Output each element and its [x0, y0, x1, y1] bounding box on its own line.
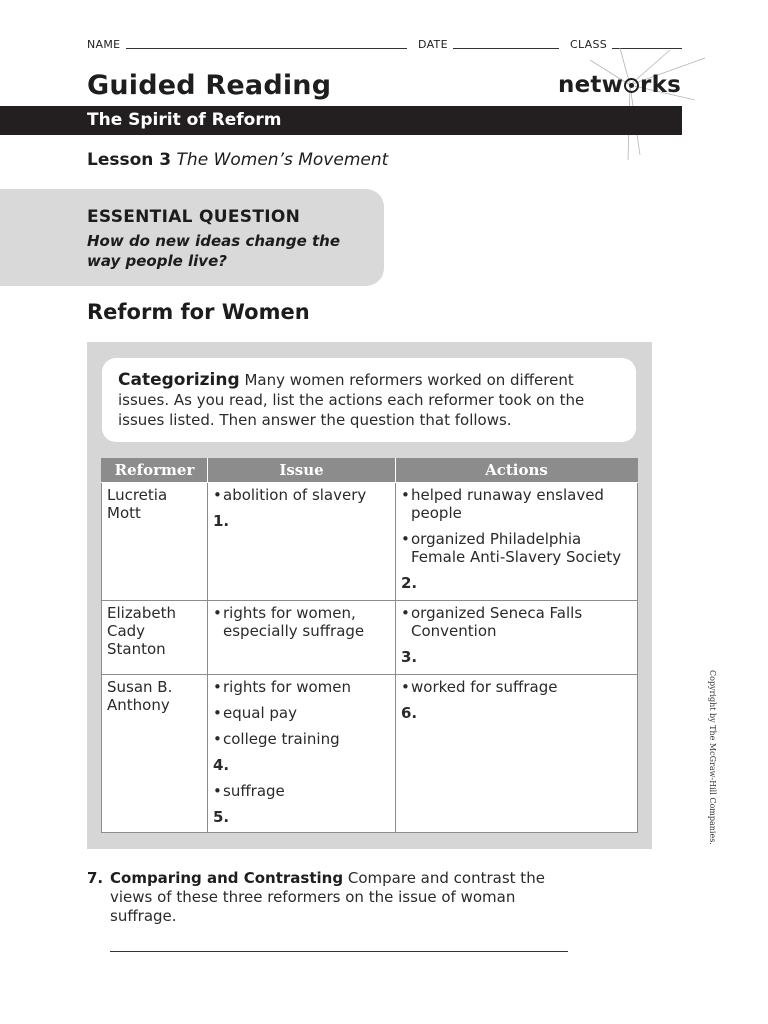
question-7 [87, 869, 557, 926]
answer-blank-3[interactable]: 3. [401, 648, 418, 666]
networks-logo: netw rks [558, 72, 681, 98]
actions-cell [396, 601, 638, 675]
issue-cell [208, 483, 396, 601]
section-heading: Reform for Women [87, 300, 310, 324]
actions-cell [396, 675, 638, 833]
table-header-row [102, 458, 638, 483]
chapter-title: The Spirit of Reform [87, 110, 282, 130]
answer-blank-2[interactable]: 2. [401, 574, 418, 592]
issue-item: • abolition of slavery [213, 486, 390, 504]
issue-item: • rights for women [213, 678, 390, 696]
reformers-table [101, 458, 638, 833]
action-item: • worked for suffrage [401, 678, 632, 696]
answer-blank-6[interactable]: 6. [401, 704, 418, 722]
reformer-cell: Elizabeth Cady Stanton [102, 601, 208, 675]
table-row-mott [102, 483, 638, 601]
issue-cell [208, 675, 396, 833]
lesson-heading: Lesson 3 The Women’s Movement [87, 150, 389, 170]
essential-question-text: How do new ideas change the way people live? [87, 232, 340, 270]
issue-cell [208, 601, 396, 675]
question-skill: Comparing and Contrasting [110, 869, 344, 887]
table-row-stanton [102, 601, 638, 675]
name-label: NAME [87, 38, 121, 51]
reformer-cell: Lucretia Mott [102, 483, 208, 601]
answer-line-7[interactable] [110, 951, 568, 952]
essential-question-heading: ESSENTIAL QUESTION [87, 207, 301, 227]
column-header-issue: Issue [208, 458, 396, 483]
copyright-notice: Copyright by The McGraw-Hill Companies. [708, 670, 717, 845]
answer-blank-1[interactable]: 1. [213, 512, 230, 530]
actions-cell [396, 483, 638, 601]
table-row-anthony [102, 675, 638, 833]
date-field[interactable] [453, 48, 559, 49]
action-item: • organized Philadelphia Female Anti-Slavery Society [401, 530, 632, 566]
answer-blank-4[interactable]: 4. [213, 756, 230, 774]
issue-item: • equal pay [213, 704, 390, 722]
column-header-reformer: Reformer [102, 458, 208, 483]
action-item: • organized Seneca Falls Convention [401, 604, 632, 640]
answer-blank-5[interactable]: 5. [213, 808, 230, 826]
logo-rays-graphic [560, 40, 710, 165]
instructions-text: Categorizing Many women reformers worked on different issues. As you read, list the actions each reformer took on the issues listed. Then answer the question that follows. [118, 370, 585, 429]
question-text: Compare and contrast the views of these three reformers on the issue of woman suffrage. [110, 869, 545, 925]
logo-o-icon [624, 78, 639, 93]
name-field[interactable] [126, 48, 407, 49]
question-number: 7. [87, 869, 104, 887]
column-header-actions: Actions [396, 458, 638, 483]
page-title: Guided Reading [87, 70, 332, 101]
issue-item: • college training [213, 730, 390, 748]
action-item: • helped runaway enslaved people [401, 486, 632, 522]
class-label: CLASS [570, 38, 608, 51]
issue-item: • suffrage [213, 782, 390, 800]
date-label: DATE [418, 38, 448, 51]
reformer-cell: Susan B. Anthony [102, 675, 208, 833]
issue-item: • rights for women, especially suffrage [213, 604, 390, 640]
